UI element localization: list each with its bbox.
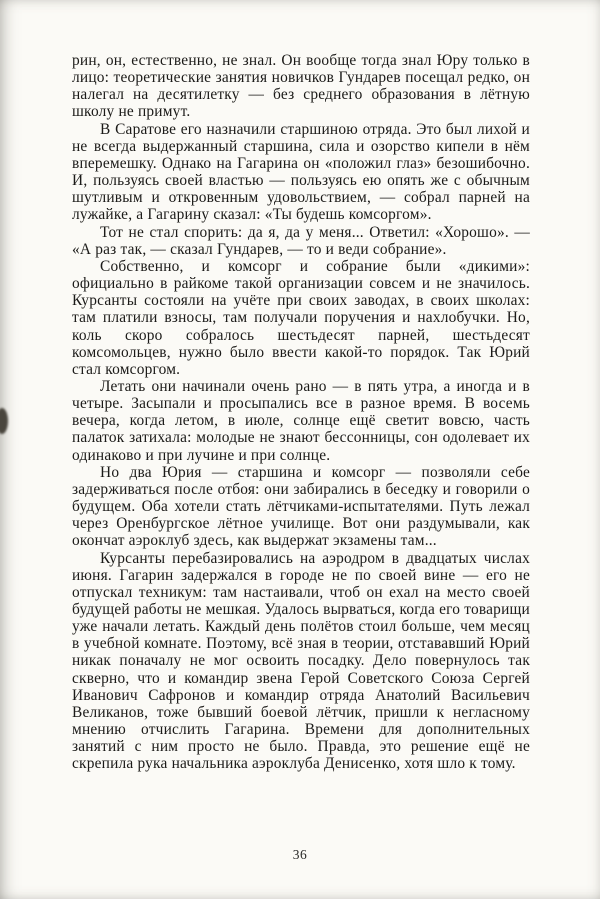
paragraph: Но два Юрия — старшина и комсорг — позволяли себе задерживаться после отбоя: они забирались в беседку и говорили о будущем. Оба хотели стать лётчиками-испытателями. Путь лежал через Оренбургское лётное училище. Вот они раздумывали, как окончат аэроклуб здесь, как выдержат экзамены там... xyxy=(72,463,530,550)
paragraph: Собственно, и комсорг и собрание были «дикими»: официально в райкоме такой организации совсем и не значилось. Курсанты состояли на учёте при своих заводах, в своих школах: там платили взносы, там получали поручения и нахлобучки. Но, коль скоро собралось шестьдесят парней, шестьдесят комсомольцев, нужно было ввести какой-то порядок. Так Юрий стал комсоргом. xyxy=(72,257,530,378)
paragraph: Тот не стал спорить: да я, да у меня... Ответил: «Хорошо». — «А раз так, — сказал Гундарев, — то и веди собрание». xyxy=(72,223,530,258)
paragraph-continuation: рин, он, естественно, не знал. Он вообще тогда знал Юру только в лицо: теоретические занятия новичков Гундарев посещал редко, он налегал на десятилетку — без среднего образования в лётную школу не примут. xyxy=(72,52,530,121)
paragraph: Летать они начинали очень рано — в пять утра, а иногда и в четыре. Засыпали и просыпались все в разное время. В восемь вечера, когда летом, в июле, солнце ещё светит вовсю, часть палаток затихала: молодые не знают бессонницы, сон одолевает их одинаково и при лучине и при солнце. xyxy=(72,377,530,464)
page-number: 36 xyxy=(292,847,308,862)
text-block xyxy=(72,52,530,773)
paragraph: В Саратове его назначили старшиною отряда. Это был лихой и не всегда выдержанный старшина, сила и озорство кипели в нём вперемешку. Однако на Гагарина он «положил глаз» безошибочно. И, пользуясь своей властью — пользуясь ею опять же с обычным шутливым и откровенным удовольствием, — собрал парней на лужайке, а Гагарину сказал: «Ты будешь комсоргом». xyxy=(72,120,530,224)
scan-blotch-artifact xyxy=(0,408,8,434)
paragraph: Курсанты перебазировались на аэродром в двадцатых числах июня. Гагарин задержался в городе не по своей вине — его не отпускал техникум: там настаивали, чтоб он ехал на место своей будущей работы не мешкая. Удалось вырваться, когда его товарищи уже начали летать. Каждый день полётов стоил больше, чем месяц в учебной комнате. Поэтому, всё зная в теории, отстававший Юрий никак поначалу не мог освоить посадку. Дело повернулось так скверно, что и командир звена Герой Советского Союза Сергей Иванович Сафронов и командир отряда Анатолий Васильевич Великанов, тоже бывший боевой лётчик, пришли к негласному мнению отчислить Гагарина. Времени для дополнительных занятий с ним просто не было. Правда, это решение ещё не скрепила рука начальника аэроклуба Денисенко, хотя шло к тому. xyxy=(72,549,530,773)
